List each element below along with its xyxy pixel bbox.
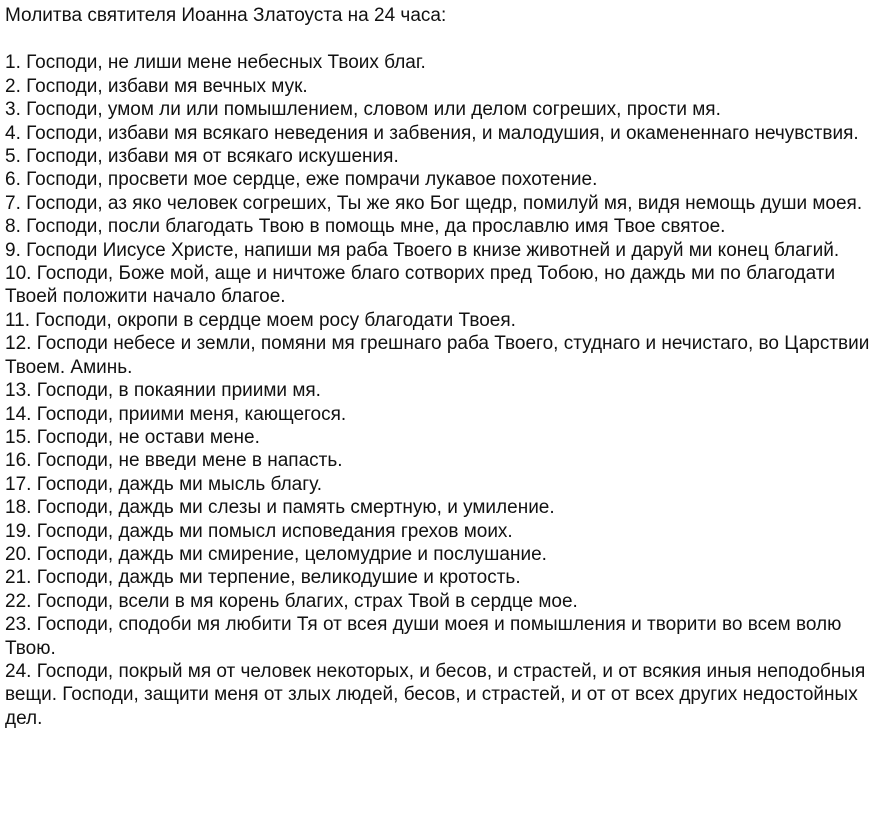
prayer-item-2: 2. Господи, избави мя вечных мук. (5, 75, 308, 97)
prayer-item-24: 24. Господи, покрый мя от человек некоторых, и бесов, и страстей, и от всякия иныя неподобныя вещи. Господи, защити меня от злых людей, бесов, и страстей, и от от всех других недостойных дел. (5, 660, 866, 729)
prayer-item-3: 3. Господи, умом ли или помышлением, словом или делом согреших, прости мя. (5, 99, 721, 121)
prayer-item-10: 10. Господи, Боже мой, аще и ничтоже благо сотворих пред Тобою, но даждь ми по благодати Твоей положити начало благое. (5, 263, 836, 308)
prayer-item-18: 18. Господи, даждь ми слезы и память смертную, и умиление. (5, 497, 555, 519)
prayer-item-17: 17. Господи, даждь ми мысль благу. (5, 473, 323, 495)
prayer-item-16: 16. Господи, не введи мене в напасть. (5, 450, 343, 472)
prayer-item-13: 13. Господи, в покаянии приими мя. (5, 380, 321, 402)
prayer-item-22: 22. Господи, всели в мя корень благих, страх Твой в сердце мое. (5, 590, 578, 612)
prayer-item-1: 1. Господи, не лиши мене небесных Твоих благ. (5, 52, 426, 74)
prayer-item-4: 4. Господи, избави мя всякаго неведения и забвения, и малодушия, и окамененнаго нечувствия. (5, 122, 859, 144)
prayer-item-6: 6. Господи, просвети мое сердце, еже помрачи лукавое похотение. (5, 169, 598, 191)
prayer-item-7: 7. Господи, аз яко человек согреших, Ты же яко Бог щедр, помилуй мя, видя немощь души моея. (5, 192, 863, 214)
prayer-item-14: 14. Господи, приими меня, кающегося. (5, 403, 347, 425)
prayer-item-8: 8. Господи, посли благодать Твою в помощь мне, да прославлю имя Твое святое. (5, 216, 726, 238)
document-title: Молитва святителя Иоанна Златоуста на 24 часа: (5, 5, 447, 26)
prayer-item-12: 12. Господи небесе и земли, помяни мя грешнаго раба Твоего, студнаго и нечистаго, во Царствии Твоем. Аминь. (5, 333, 870, 378)
prayer-item-21: 21. Господи, даждь ми терпение, великодушие и кротость. (5, 567, 521, 589)
document-page (5, 4, 873, 730)
prayer-item-5: 5. Господи, избави мя от всякаго искушения. (5, 146, 399, 168)
prayer-item-19: 19. Господи, даждь ми помысл исповедания грехов моих. (5, 520, 513, 542)
prayer-item-15: 15. Господи, не остави мене. (5, 426, 260, 448)
prayer-item-23: 23. Господи, сподоби мя любити Тя от всея души моея и помышления и творити во всем волю Твою. (5, 614, 842, 659)
prayer-item-11: 11. Господи, окропи в сердце моем росу благодати Твоея. (5, 309, 516, 331)
prayer-list (5, 51, 873, 730)
prayer-item-20: 20. Господи, даждь ми смирение, целомудрие и послушание. (5, 543, 547, 565)
prayer-item-9: 9. Господи Иисусе Христе, напиши мя раба Твоего в книзе животней и даруй ми конец благий. (5, 239, 840, 261)
